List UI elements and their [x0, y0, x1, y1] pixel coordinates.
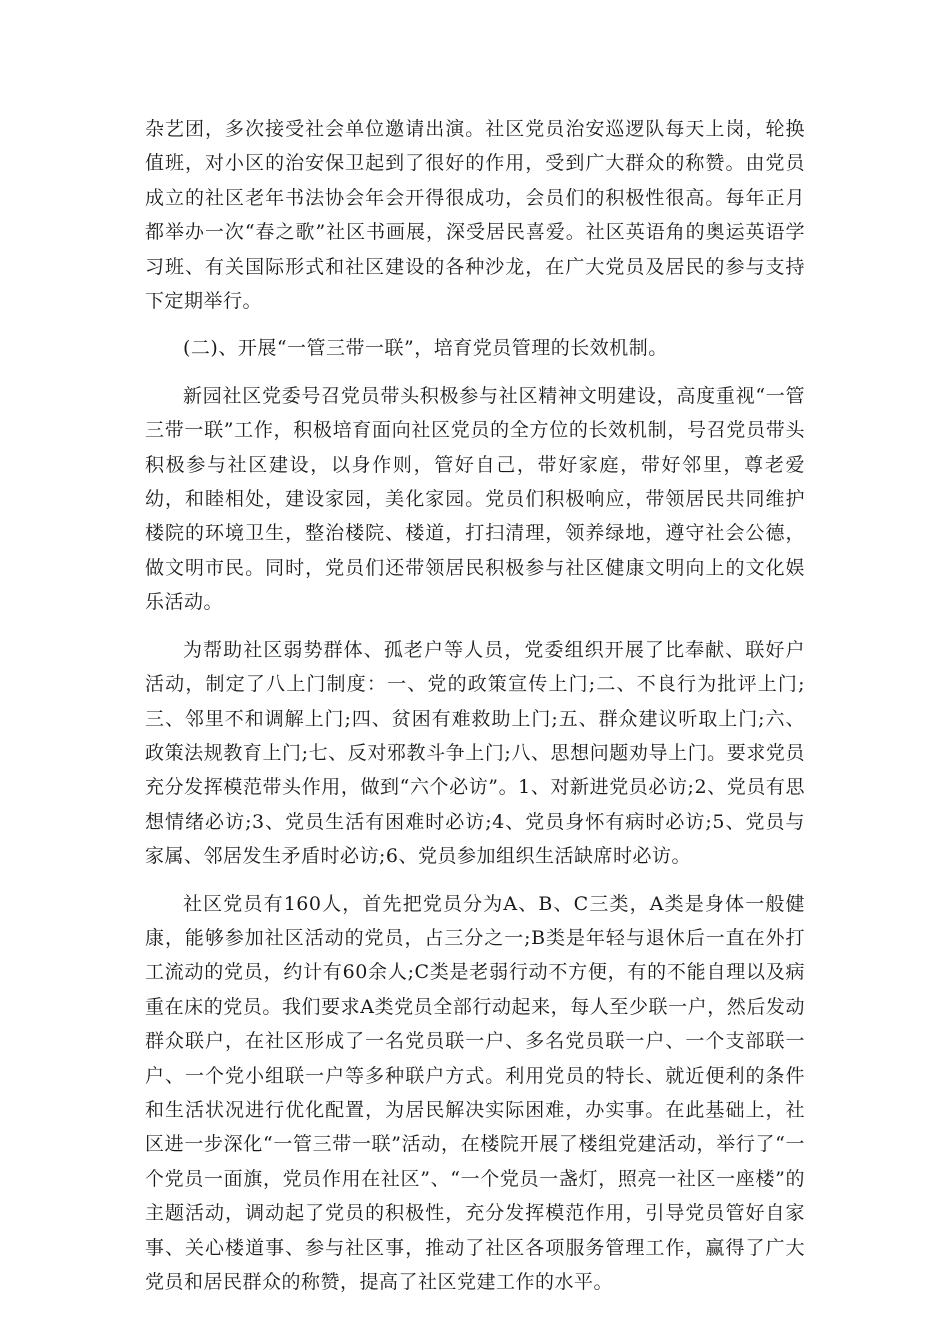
paragraph-continuation: 杂艺团，多次接受社会单位邀请出演。社区党员治安巡逻队每天上岗，轮换值班，对小区的治安保卫起到了很好的作用，受到广大群众的称赞。由党员成立的社区老年书法协会年会开得很成功，会员们的积极性很高。每年正月都举办一次“春之歌”社区书画展，深受居民喜爱。社区英语角的奥运英语学习班、有关国际形式和社区建设的各种沙龙，在广大党员及居民的参与支持下定期举行。: [145, 118, 805, 313]
paragraph-body: 社区党员有160人，首先把党员分为A、B、C三类，A类是身体一般健康，能够参加社区活动的党员，占三分之一;B类是年轻与退休后一直在外打工流动的党员，约计有60余人;C类是老弱行动不方便，有的不能自理以及病重在床的党员。我们要求A类党员全部行动起来，每人至少联一户，然后发动群众联户，在社区形成了一名党员联一户、多名党员联一户、一个支部联一户、一个党小组联一户等多种联户方式。利用党员的特长、就近便利的条件和生活状况进行优化配置，为居民解决实际困难，办实事。在此基础上，社区进一步深化“一管三带一联”活动，在楼院开展了楼组党建活动，举行了“一个党员一面旗，党员作用在社区”、“一个党员一盏灯，照亮一社区一座楼”的主题活动，调动起了党员的积极性，充分发挥模范作用，引导党员管好自家事、关心楼道事、参与社区事，推动了社区各项服务管理工作，赢得了广大党员和居民群众的称赞，提高了社区党建工作的水平。: [145, 892, 805, 1293]
paragraph-body: 新园社区党委号召党员带头积极参与社区精神文明建设，高度重视“一管三带一联”工作，积极培育面向社区党员的全方位的长效机制，号召党员带头积极参与社区建设，以身作则，管好自己，带好家庭，带好邻里，尊老爱幼，和睦相处，建设家园，美化家园。党员们积极响应，带领居民共同维护楼院的环境卫生，整治楼院、楼道，打扫清理，领养绿地，遵守社会公德，做文明市民。同时，党员们还带领居民积极参与社区健康文明向上的文化娱乐活动。: [145, 384, 805, 614]
section-heading: (二)、开展“一管三带一联”，培育党员管理的长效机制。: [183, 337, 668, 360]
paragraph-body: 为帮助社区弱势群体、孤老户等人员，党委组织开展了比奉献、联好户活动，制定了八上门制度：一、党的政策宣传上门;二、不良行为批评上门;三、邻里不和调解上门;四、贫困有难救助上门;五、群众建议听取上门;六、政策法规教育上门;七、反对邪教斗争上门;八、思想问题劝导上门。要求党员充分发挥模范带头作用，做到“六个必访”。1、对新进党员必访;2、党员有思想情绪必访;3、党员生活有困难时必访;4、党员身怀有病时必访;5、党员与家属、邻居发生矛盾时必访;6、党员参加组织生活缺席时必访。: [145, 638, 805, 868]
document-page: [145, 112, 805, 1299]
